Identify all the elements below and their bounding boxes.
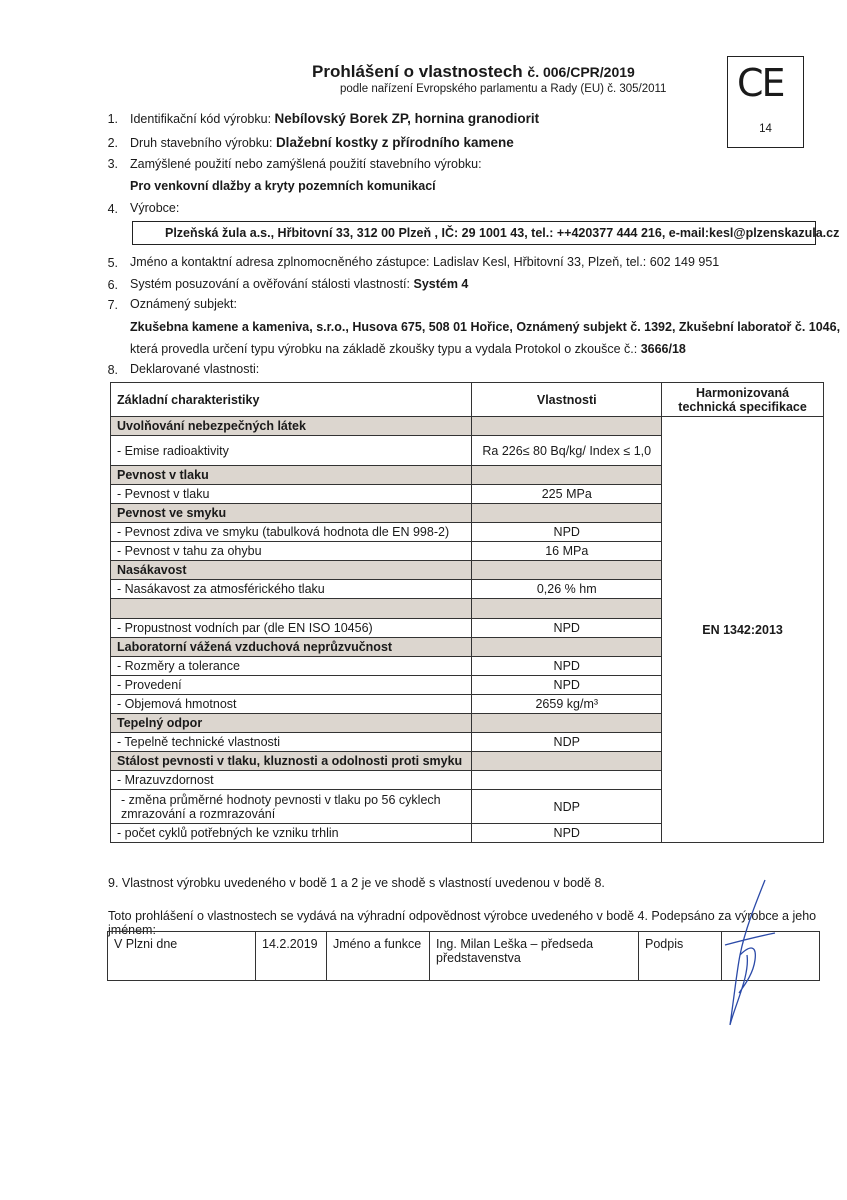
characteristic-cell: Tepelný odpor [111, 714, 472, 733]
ce-mark: CE [737, 61, 784, 105]
characteristic-cell: - počet cyklů potřebných ke vzniku trhlin [111, 824, 472, 843]
property-value-cell [472, 638, 662, 657]
title-number: č. 006/CPR/2019 [527, 64, 635, 80]
property-value-cell [472, 561, 662, 580]
header-characteristics: Základní charakteristiky [111, 383, 472, 417]
property-value-cell: NPD [472, 657, 662, 676]
characteristic-cell: Laboratorní vážená vzduchová neprůzvučnost [111, 638, 472, 657]
item-7-protocol-line [130, 342, 686, 356]
characteristic-cell: Stálost pevnosti v tlaku, kluznosti a odolnosti proti smyku [111, 752, 472, 771]
property-value-cell [472, 417, 662, 436]
item-1-label: Identifikační kód výrobku: [130, 112, 272, 126]
item-8-number: 8. [107, 363, 118, 377]
item-3-value: Pro venkovní dlažby a kryty pozemních komunikací [130, 179, 436, 193]
handwritten-signature [695, 875, 785, 1035]
characteristic-cell: - Tepelně technické vlastnosti [111, 733, 472, 752]
item-1 [130, 111, 539, 126]
property-value-cell: 2659 kg/m³ [472, 695, 662, 714]
item-6-label: Systém posuzování a ověřování stálosti vlastností: [130, 277, 410, 291]
item-5-number: 5. [107, 256, 118, 270]
property-value-cell [472, 752, 662, 771]
property-value-cell: NDP [472, 790, 662, 824]
document-subtitle: podle nařízení Evropského parlamentu a Rady (EU) č. 305/2011 [340, 83, 667, 95]
signature-label: Podpis [639, 932, 722, 981]
item-7-number: 7. [107, 298, 118, 312]
item-2-number: 2. [107, 136, 118, 150]
document-title [312, 62, 635, 82]
characteristic-cell: Pevnost v tlaku [111, 466, 472, 485]
signer-name: Ing. Milan Leška – předseda představenstva [430, 932, 639, 981]
item-7-value: Zkušebna kamene a kameniva, s.r.o., Husova 675, 508 01 Hořice, Oznámený subjekt č. 1392, Zkušební laboratoř č. 1046, [130, 320, 841, 334]
ce-mark-box [727, 56, 804, 148]
item-9: 9. Vlastnost výrobku uvedeného v bodě 1 a 2 je ve shodě s vlastností uvedenou v bodě 8. [108, 876, 605, 890]
characteristic-cell: Pevnost ve smyku [111, 504, 472, 523]
characteristic-cell: - Pevnost v tahu za ohybu [111, 542, 472, 561]
property-value-cell [472, 466, 662, 485]
characteristic-cell: Uvolňování nebezpečných látek [111, 417, 472, 436]
properties-table [110, 382, 824, 843]
property-value-cell: 225 MPa [472, 485, 662, 504]
property-value-cell: NPD [472, 676, 662, 695]
table-header-row [111, 383, 824, 417]
item-6 [130, 277, 468, 291]
property-value-cell: NPD [472, 523, 662, 542]
manufacturer-text: Plzeňská žula a.s., Hřbitovní 33, 312 00 Plzeň , IČ: 29 1001 43, tel.: ++420377 444 216, e-mail:kesl@plzenskazula.cz [165, 226, 840, 240]
sign-date: 14.2.2019 [256, 932, 327, 981]
title-main: Prohlášení o vlastnostech [312, 62, 523, 81]
declaration-text: Toto prohlášení o vlastnostech se vydává na výhradní odpovědnost výrobce uvedeného v bodě 4. Podepsáno za výrobce a jeho jménem: [108, 909, 817, 937]
item-7-protocol: 3666/18 [640, 342, 686, 356]
item-3-number: 3. [107, 157, 118, 171]
property-value-cell [472, 714, 662, 733]
characteristic-cell: - změna průměrné hodnoty pevnosti v tlaku po 56 cyklech zmrazování a rozmrazování [111, 790, 472, 824]
characteristic-cell: Nasákavost [111, 561, 472, 580]
item-4-label: Výrobce: [130, 201, 180, 215]
hts-value-cell: EN 1342:2013 [662, 417, 824, 843]
property-value-cell [472, 771, 662, 790]
item-2-value: Dlažební kostky z přírodního kamene [275, 135, 514, 150]
table-section-row [111, 417, 824, 436]
item-1-number: 1. [107, 112, 118, 126]
characteristic-cell: - Pevnost v tlaku [111, 485, 472, 504]
property-value-cell [472, 599, 662, 619]
characteristic-cell: - Pevnost zdiva ve smyku (tabulková hodnota dle EN 998-2) [111, 523, 472, 542]
ce-year: 14 [759, 123, 772, 135]
characteristic-cell: - Provedení [111, 676, 472, 695]
item-8-label: Deklarované vlastnosti: [130, 362, 260, 376]
item-1-value: Nebílovský Borek ZP, hornina granodiorit [274, 111, 540, 126]
characteristic-cell: - Rozměry a tolerance [111, 657, 472, 676]
item-5-label: Jméno a kontaktní adresa zplnomocněného zástupce: Ladislav Kesl, Hřbitovní 33, Plzeň, tel.: 602 149 951 [130, 255, 720, 269]
item-2 [130, 135, 514, 150]
item-7-label: Oznámený subjekt: [130, 297, 237, 311]
characteristic-cell: - Objemová hmotnost [111, 695, 472, 714]
header-properties: Vlastnosti [472, 383, 662, 417]
header-hts: Harmonizovaná technická specifikace [662, 383, 824, 417]
item-4-number: 4. [107, 202, 118, 216]
characteristic-cell: - Nasákavost za atmosférického tlaku [111, 580, 472, 599]
property-value-cell: 0,26 % hm [472, 580, 662, 599]
name-label: Jméno a funkce [327, 932, 430, 981]
item-6-number: 6. [107, 278, 118, 292]
place-label: V Plzni dne [108, 932, 256, 981]
property-value-cell: Ra 226≤ 80 Bq/kg/ Index ≤ 1,0 [472, 436, 662, 466]
characteristic-cell: - Propustnost vodních par (dle EN ISO 10456) [111, 619, 472, 638]
property-value-cell: NPD [472, 619, 662, 638]
manufacturer-box [132, 221, 840, 245]
property-value-cell [472, 504, 662, 523]
characteristic-cell [111, 599, 472, 619]
property-value-cell: NPD [472, 824, 662, 843]
item-2-label: Druh stavebního výrobku: [130, 136, 273, 150]
property-value-cell: NDP [472, 733, 662, 752]
item-6-value: Systém 4 [413, 277, 469, 291]
characteristic-cell: - Mrazuvzdornost [111, 771, 472, 790]
item-3-label: Zamýšlené použití nebo zamýšlená použití stavebního výrobku: [130, 157, 482, 171]
item-7-value2: která provedla určení typu výrobku na základě zkoušky typu a vydala Protokol o zkoušce č.: [130, 342, 638, 356]
property-value-cell: 16 MPa [472, 542, 662, 561]
characteristic-cell: - Emise radioaktivity [111, 436, 472, 466]
